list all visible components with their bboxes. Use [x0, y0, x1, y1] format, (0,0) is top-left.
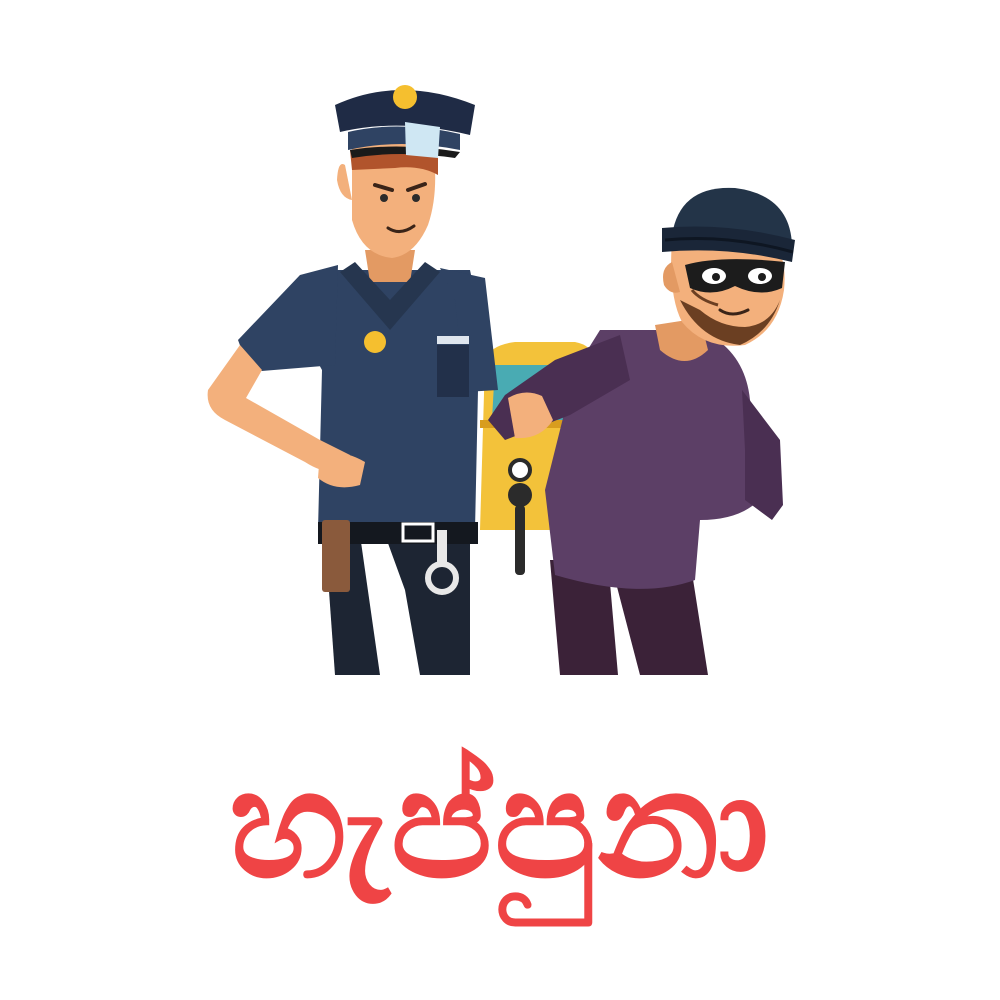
title-text: හැප්පුනා [228, 738, 772, 912]
cap-badge-icon [393, 85, 417, 109]
police-badge-icon [364, 331, 386, 353]
